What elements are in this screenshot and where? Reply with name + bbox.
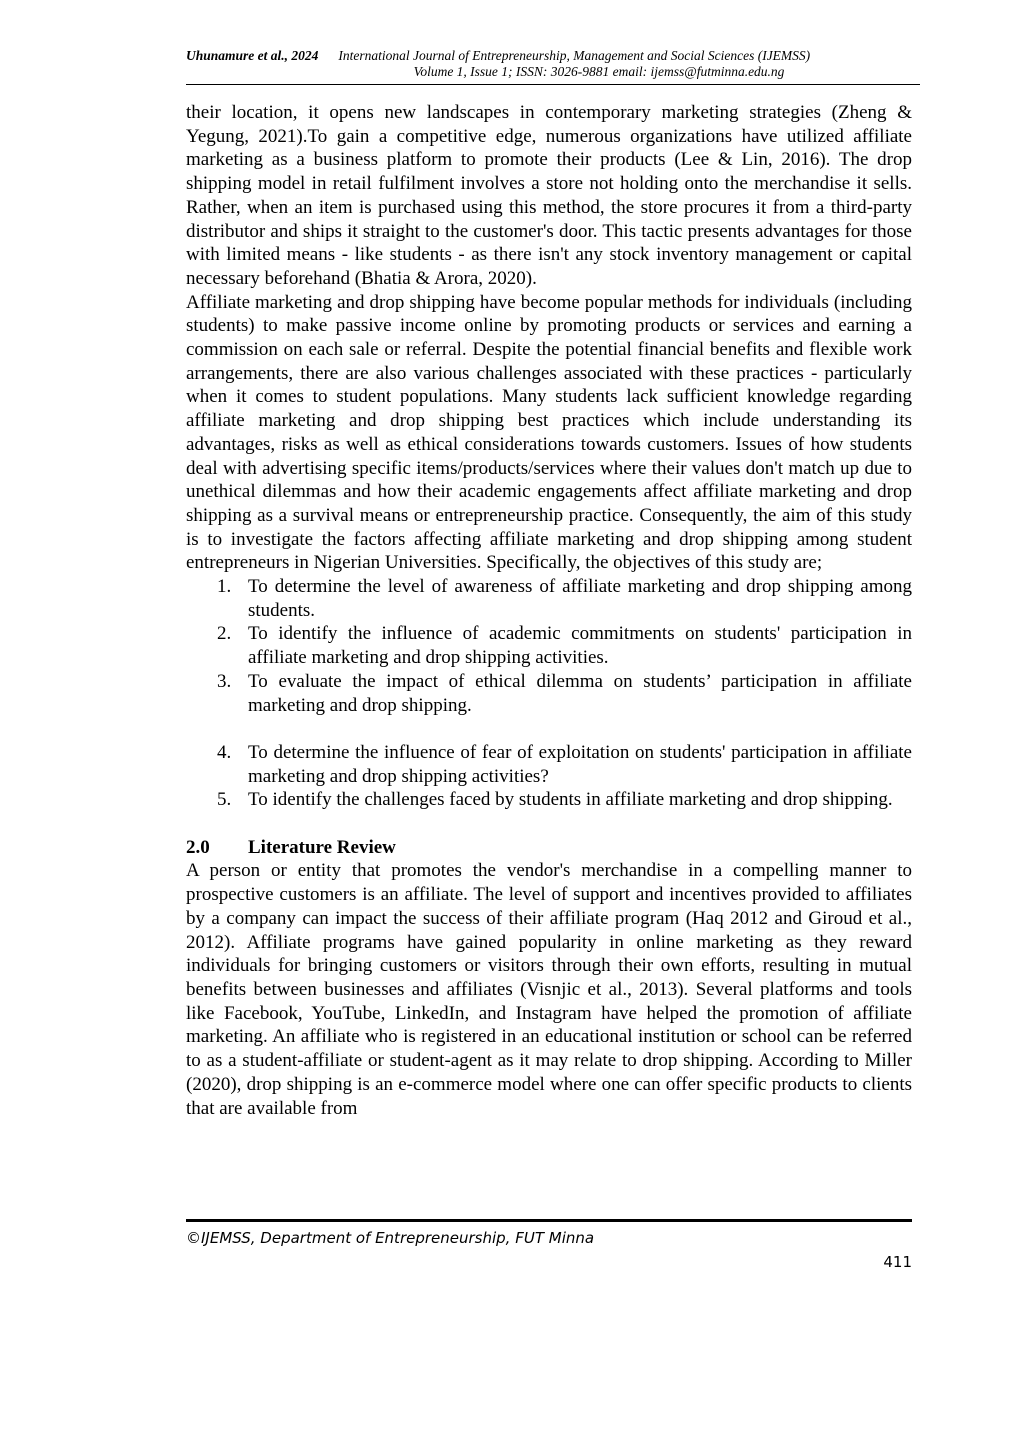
section-heading [186,836,912,860]
body-paragraph-1: their location, it opens new landscapes in contemporary marketing strategies (Zheng & Yegung, 2021).To gain a competitive edge, numerous organizations have utilized affiliate marketing as a business platform to promote their products (Lee & Lin, 2016). The drop shipping model in retail fulfilment involves a store not holding onto the merchandise it sells. Rather, when an item is purchased using this method, the store procures it from a third-party distributor and ships it straight to the customer's door. This tactic presents advantages for those with limited means - like students - as there isn't any stock inventory management or capital necessary beforehand (Bhatia & Arora, 2020). [186,102,912,289]
body-paragraph-3: A person or entity that promotes the vendor's merchandise in a compelling manner to prospective customers is an affiliate. The level of support and incentives provided to affiliates by a company can impact the success of their affiliate program (Haq 2012 and Giroud et al., 2012). Affiliate programs have gained popularity in online marketing as they reward individuals for bringing customers or visitors through their own efforts, resulting in mutual benefits between businesses and affiliates (Visnjic et al., 2013). Several platforms and tools like Facebook, YouTube, LinkedIn, and Instagram have helped the promotion of affiliate marketing. An affiliate who is registered in an educational institution or school can be referred to as a student-affiliate or student-agent as it may relate to drop shipping. According to Miller (2020), drop shipping is an e-commerce model where one can offer specific products to clients that are available from [186,860,912,1119]
body-paragraph-2: Affiliate marketing and drop shipping have become popular methods for individuals (including students) to make passive income online by promoting products or services and earning a commission on each sale or referral. Despite the potential financial benefits and flexible work arrangements, there are also various challenges associated with these practices - particularly when it comes to student populations. Many students lack sufficient knowledge regarding affiliate marketing and drop shipping best practices which include understanding its advantages, risks as well as ethical considerations towards customers. Issues of how students deal with advertising specific items/products/services where their values don't match up due to unethical dilemmas and how their academic engagements affect affiliate marketing and drop shipping as a survival means or entrepreneurship practice. Consequently, the aim of this study is to investigate the factors affecting affiliate marketing and drop shipping among student entrepreneurs in Nigerian Universities. Specifically, the objectives of this study are; [186,291,912,574]
page-number: 411 [883,1253,912,1271]
objective-item [186,788,912,812]
objective-text: To determine the influence of fear of exploitation on students' participation in affiliate marketing and drop shipping activities? [248,741,912,787]
objective-item [186,741,912,788]
objective-number: 3. [217,670,232,692]
objective-text: To determine the level of awareness of affiliate marketing and drop shipping among students. [248,576,912,621]
objective-item [186,575,912,622]
objective-number: 5. [217,789,232,811]
objective-item [186,670,912,717]
header-volume-issue: Volume 1, Issue 1; ISSN: 3026-9881 email: ijemss@futminna.edu.ng [413,64,785,79]
objective-item [186,622,912,669]
footer-copyright: ©IJEMSS, Department of Entrepreneurship, FUT Minna [186,1229,595,1247]
objective-text: To identify the influence of academic commitments on students' participation in affiliate marketing and drop shipping activities. [248,623,912,669]
header-journal-title: International Journal of Entrepreneurship, Management and Social Sciences (IJEMSS) [338,48,811,63]
footer-rule [186,1219,912,1222]
objective-text: To evaluate the impact of ethical dilemma on students’ participation in affiliate marketing and drop shipping. [248,670,912,716]
objective-text: To identify the challenges faced by students in affiliate marketing and drop shipping. [248,789,893,811]
section-spacer [186,812,912,836]
header-rule [186,84,920,85]
section-title: Literature Review [248,836,396,858]
page-body [186,101,912,1120]
list-spacer [186,717,912,741]
running-header [186,48,912,80]
section-number: 2.0 [186,836,210,858]
objective-number: 1. [217,576,232,598]
objective-number: 4. [217,741,232,763]
objectives-list [186,575,912,812]
objective-number: 2. [217,623,232,645]
header-authors: Uhunamure et al., 2024 [186,48,319,63]
